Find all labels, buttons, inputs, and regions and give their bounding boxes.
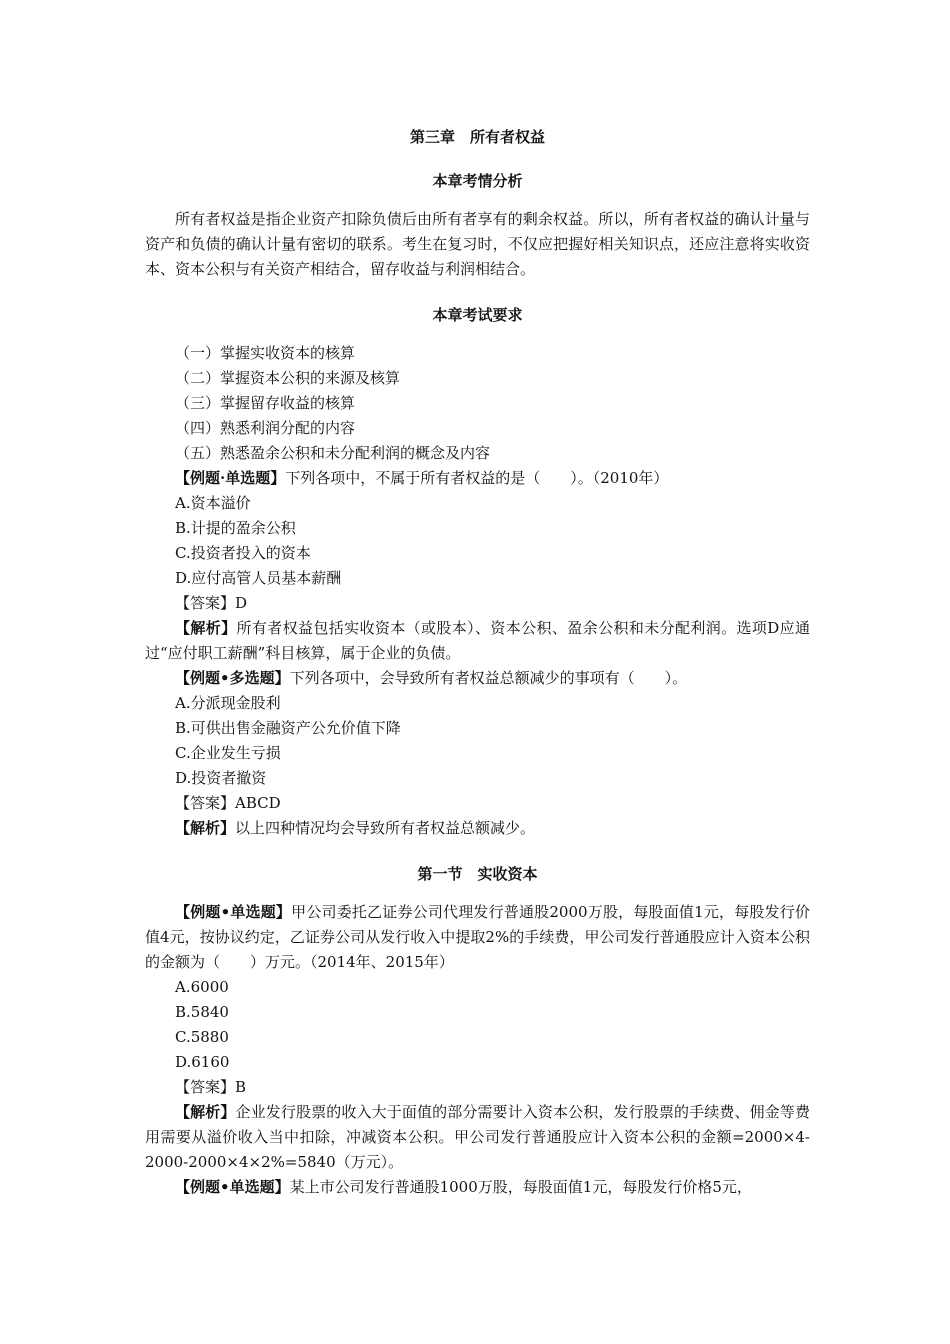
example-tag: 【例题•单选题】 <box>175 1178 290 1196</box>
option: A.分派现金股利 <box>175 694 281 712</box>
option: A.资本溢价 <box>175 494 251 512</box>
answer: 【答案】D <box>175 594 248 612</box>
explanation-text: 以上四种情况均会导致所有者权益总额减少。 <box>235 819 536 837</box>
option: D.应付高管人员基本薪酬 <box>175 569 342 587</box>
requirements-heading: 本章考试要求 <box>432 306 523 324</box>
requirement-item: （五）熟悉盈余公积和未分配利润的概念及内容 <box>175 444 491 462</box>
requirement-item: （四）熟悉利润分配的内容 <box>175 419 356 437</box>
answer: 【答案】B <box>175 1078 247 1096</box>
document-page <box>145 126 810 1200</box>
option: C.企业发生亏损 <box>175 744 281 762</box>
analysis-paragraph: 所有者权益是指企业资产扣除负债后由所有者享有的剩余权益。所以，所有者权益的确认计量与资产和负债的确认计量有密切的联系。考生在复习时，不仅应把握好相关知识点，还应注意将实收资本、资本公积与有关资产相结合，留存收益与利润相结合。 <box>145 210 810 278</box>
explanation <box>145 816 810 841</box>
example-tag: 【例题•多选题】 <box>175 669 290 687</box>
example-4-question <box>145 1175 810 1200</box>
requirement-item: （三）掌握留存收益的核算 <box>175 394 356 412</box>
option: B.5840 <box>175 1003 229 1021</box>
option: D.投资者撤资 <box>175 769 267 787</box>
option: B.可供出售金融资产公允价值下降 <box>175 719 401 737</box>
explanation <box>145 616 810 666</box>
option: C.5880 <box>175 1028 229 1046</box>
explanation-text: 所有者权益包括实收资本（或股本）、资本公积、盈余公积和未分配利润。选项D应通过“应付职工薪酬”科目核算，属于企业的负债。 <box>145 619 810 662</box>
explanation-tag: 【解析】 <box>175 619 237 637</box>
question-text: 下列各项中，不属于所有者权益的是（ ）。（2010年） <box>285 469 669 487</box>
explanation-text: 企业发行股票的收入大于面值的部分需要计入资本公积，发行股票的手续费、佣金等费用需要从溢价收入当中扣除，冲减资本公积。甲公司发行普通股应计入资本公积的金额=2000×4-2000-2000×4×2%=5840（万元）。 <box>145 1103 810 1171</box>
example-1-question <box>145 466 810 491</box>
chapter-title: 第三章 所有者权益 <box>409 128 545 146</box>
answer: 【答案】ABCD <box>175 794 281 812</box>
question-text: 某上市公司发行普通股1000万股，每股面值1元，每股发行价格5元， <box>289 1178 752 1196</box>
example-3-question <box>145 900 810 975</box>
explanation-tag: 【解析】 <box>175 1103 236 1121</box>
explanation <box>145 1100 810 1175</box>
explanation-tag: 【解析】 <box>175 819 236 837</box>
option: C.投资者投入的资本 <box>175 544 311 562</box>
question-text: 下列各项中，会导致所有者权益总额减少的事项有（ ）。 <box>289 669 688 687</box>
example-2-question <box>145 666 810 691</box>
requirement-item: （二）掌握资本公积的来源及核算 <box>175 369 401 387</box>
option: D.6160 <box>175 1053 230 1071</box>
analysis-heading: 本章考情分析 <box>432 172 523 190</box>
example-tag: 【例题•单选题】 <box>175 903 292 921</box>
option: B.计提的盈余公积 <box>175 519 296 537</box>
option: A.6000 <box>175 978 229 996</box>
section-heading: 第一节 实收资本 <box>417 865 538 883</box>
requirement-item: （一）掌握实收资本的核算 <box>175 344 356 362</box>
question-text: 甲公司委托乙证券公司代理发行普通股2000万股，每股面值1元，每股发行价值4元，按协议约定，乙证券公司从发行收入中提取2%的手续费，甲公司发行普通股应计入资本公积的金额为（ ）万元。（2014年、2015年） <box>145 903 810 971</box>
example-tag: 【例题·单选题】 <box>175 469 286 487</box>
